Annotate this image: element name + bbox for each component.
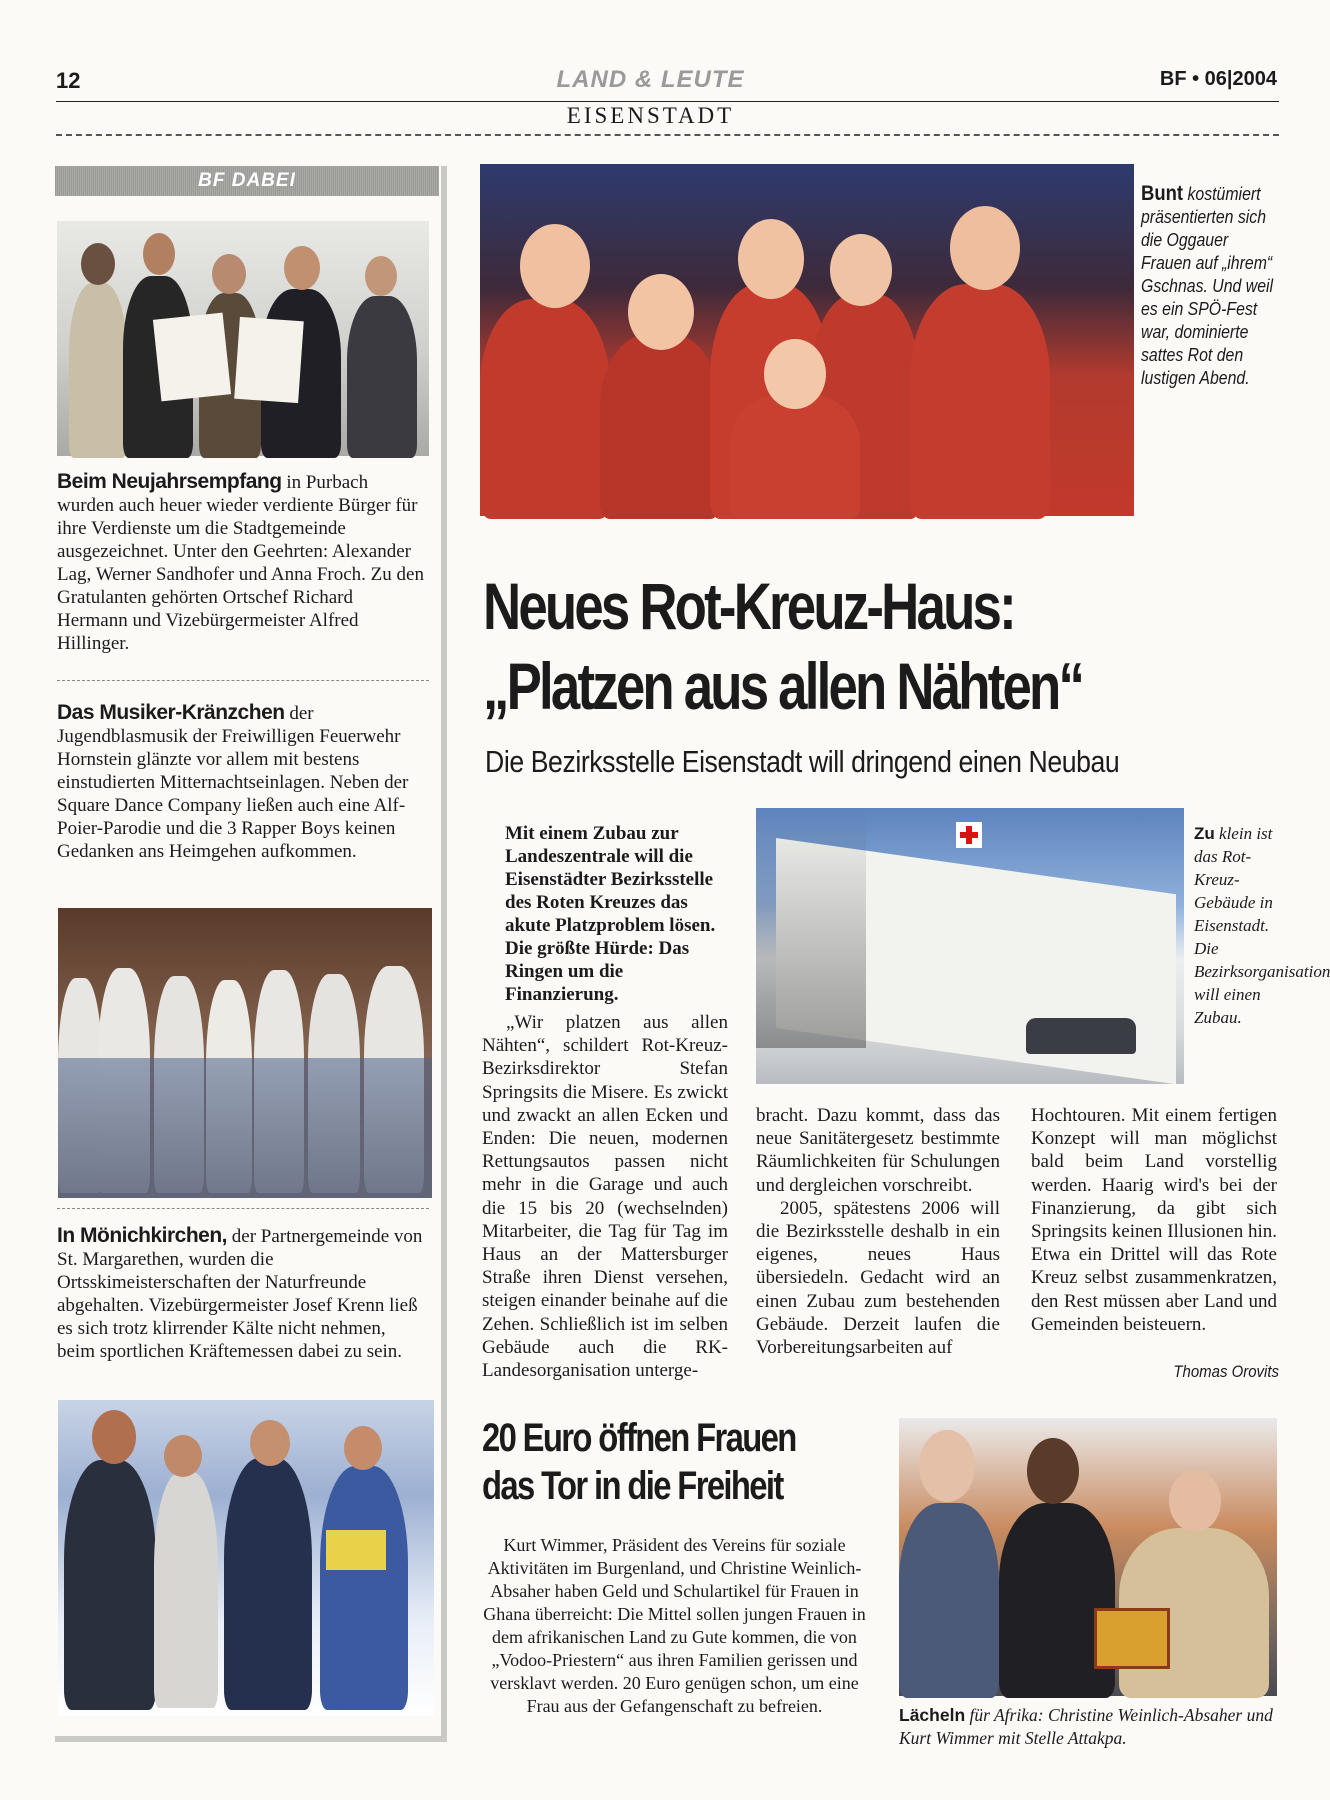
- sidebar-item-1-lead: Beim Neujahrsempfang: [57, 470, 282, 493]
- sidebar-item-1: [57, 470, 427, 655]
- photo-laecheln-fuer-afrika: [899, 1418, 1277, 1696]
- article2-headline-line-2: das Tor in die Freiheit: [482, 1464, 783, 1508]
- photo-musiker-kraenzchen: [58, 908, 432, 1198]
- sidebar-item-2-text: der Jugendblasmusik der Freiwilligen Feuerwehr Hornstein glänzte vor allem mit bestens einstudierten Mitternachtseinlagen. Neben der Square Dance Company ließen auch eine Alf-Poier-Parodie und die 3 Rapper Boys keinen Gedanken ans Heimgehen aufkommen.: [57, 703, 409, 862]
- section-title: LAND & LEUTE: [556, 66, 745, 93]
- article-column-2-para-1: bracht. Dazu kommt, dass das neue Sanitätergesetz bestimmte Räumlichkeiten für Schulungen und dergleichen vorschreibt.: [756, 1105, 1000, 1196]
- rk-photo-caption-text: klein ist das Rot-Kreuz-Gebäude in Eisenstadt. Die Bezirksorganisation will einen Zubau.: [1194, 824, 1330, 1027]
- article-column-1: „Wir platzen aus allen Nähten“, schildert Rot-Kreuz-Bezirksdirektor Stefan Springsits die Misere. Es zwickt und zwackt an allen Ecken und Enden: Die neuen, modernen Rettungsautos passen nicht mehr in die Garage und auch die 15 bis 20 (wechselnden) Mitarbeiter, die Tag für Tag im Haus an der Mattersburger Straße ihren Dienst versehen, steigen einander beinahe auf die Zehen. Schließlich ist im selben Gebäude auch die RK-Landesorganisation unterge-: [482, 1012, 728, 1382]
- article2-headline-line-1: 20 Euro öffnen Frauen: [482, 1416, 796, 1460]
- article2-body: Kurt Wimmer, Präsident des Vereins für soziale Aktivitäten im Burgenland, und Christine Weinlich-Absaher haben Geld und Schulartikel für Frauen in Ghana überreicht: Die Mittel sollen jungen Frauen in dem afrikanischen Land zu Gute kommen, die von „Vodoo-Priestern“ aus ihren Familien gerissen und versklavt werden. 20 Euro genügen schon, um eine Frau aus der Gefangenschaft zu befreien.: [483, 1535, 866, 1716]
- page-number: 12: [56, 68, 81, 93]
- article2-headline: [482, 1414, 796, 1510]
- sidebar-item-3: [57, 1224, 427, 1363]
- afrika-photo-caption-text: für Afrika: Christine Weinlich-Absaher und Kurt Wimmer mit Stelle Attakpa.: [899, 1705, 1273, 1748]
- header-rule: [56, 101, 1279, 102]
- photo-oggauer-frauen: [480, 164, 1134, 516]
- photo-skimeisterschaft: [58, 1400, 434, 1716]
- sidebar-banner: BF DABEI: [55, 166, 439, 196]
- sidebar-item-3-lead: In Mönichkirchen,: [57, 1224, 228, 1247]
- city-heading: EISENSTADT: [566, 103, 735, 128]
- main-headline: [483, 566, 1123, 726]
- article-intro: Mit einem Zubau zur Landeszentrale will die Eisenstädter Bezirksstelle des Roten Kreuzes das akute Platzproblem lösen. Die größte Hürde: Das Ringen um die Finanzierung.: [505, 823, 716, 1005]
- rk-photo-caption: [1194, 822, 1330, 1029]
- sidebar-item-2-lead: Das Musiker-Kränzchen: [57, 701, 285, 724]
- sidebar-separator: [57, 680, 429, 681]
- top-photo-caption: [1141, 182, 1282, 390]
- rk-photo-caption-lead: Zu: [1194, 824, 1215, 843]
- top-photo-caption-text: kostümiert präsentierten sich die Oggauer Frauen auf „ihrem“ Gschnas. Und weil es ein SPÖ-Fest war, dominierte sattes Rot den lustigen Abend.: [1141, 184, 1274, 388]
- article-author: Thomas Orovits: [1173, 1362, 1279, 1381]
- photo-rot-kreuz-gebaeude: [756, 808, 1184, 1084]
- top-photo-caption-lead: Bunt: [1141, 182, 1184, 205]
- afrika-photo-caption: [899, 1704, 1279, 1750]
- article-column-2: [756, 1104, 1000, 1359]
- sidebar-item-3-text: der Partnergemeinde von St. Margarethen, wurden die Ortsskimeisterschaften der Naturfreunde abgehalten. Vizebürgermeister Josef Krenn ließ es sich trotz klirrender Kälte nicht nehmen, beim sportlichen Kräftemessen dabei zu sein.: [57, 1226, 423, 1362]
- main-headline-line-2: „Platzen aus allen Nähten“: [483, 649, 1083, 723]
- article-column-2-para-2: 2005, spätestens 2006 will die Bezirksstelle deshalb in ein eigenes, neues Haus übersiedeln. Gedacht wird an einen Zubau zum bestehenden Gebäude. Derzeit laufen die Vorbereitungsarbeiten auf: [756, 1197, 1000, 1359]
- header-dashed-rule: [56, 134, 1279, 136]
- photo-neujahrsempfang: [57, 221, 429, 456]
- article-column-3: Hochtouren. Mit einem fertigen Konzept will man möglichst bald beim Land vorstellig werden. Haarig wird's bei der Finanzierung, da gibt sich Springsits keinen Illusionen hin. Etwa ein Drittel will das Rote Kreuz selbst zusammenkratzen, den Rest müssen aber Land und Gemeinden beisteuern.: [1031, 1105, 1277, 1335]
- sidebar-separator-2: [57, 1208, 429, 1209]
- issue-label: BF • 06|2004: [1159, 68, 1277, 90]
- main-headline-line-1: Neues Rot-Kreuz-Haus:: [483, 569, 1014, 643]
- afrika-photo-caption-lead: Lächeln: [899, 1705, 966, 1725]
- main-subheadline: Die Bezirksstelle Eisenstadt will dringend einen Neubau: [485, 744, 1120, 779]
- sidebar-item-1-text: in Purbach wurden auch heuer wieder verdiente Bürger für ihre Verdienste um die Stadtgemeinde ausgezeichnet. Unter den Geehrten: Alexander Lag, Werner Sandhofer und Anna Froch. Zu den Gratulanten gehörten Ortschef Richard Hermann und Vizebürgermeister Alfred Hillinger.: [57, 472, 424, 654]
- sidebar-item-2: [57, 701, 427, 863]
